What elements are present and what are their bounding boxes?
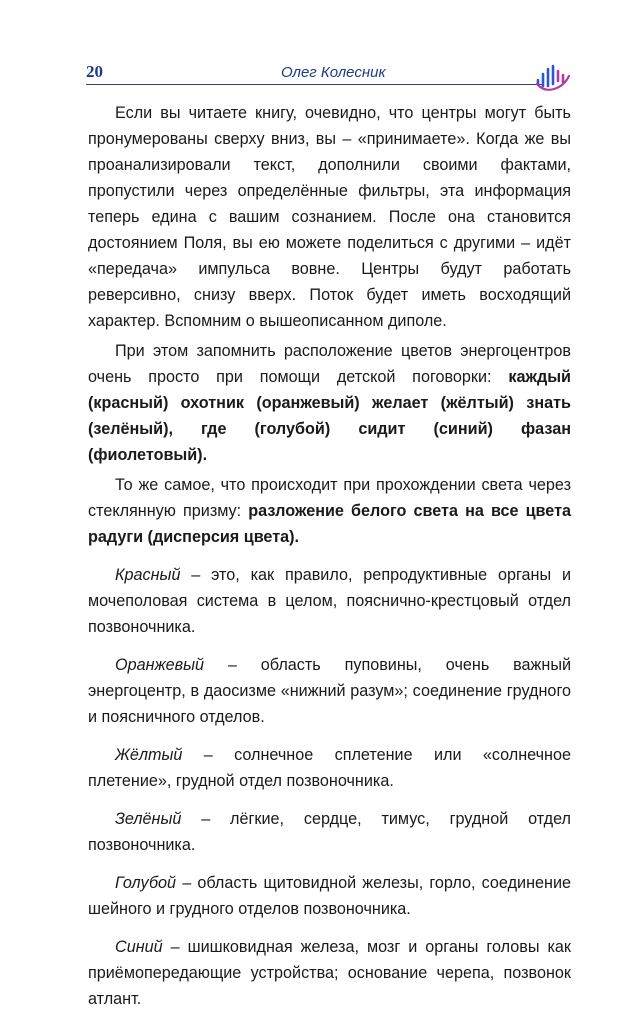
definition-term: Жёлтый bbox=[115, 746, 183, 764]
paragraph-3 bbox=[88, 472, 571, 550]
definition-text: – лёгкие, сердце, тимус, грудной отдел позвоночника. bbox=[88, 810, 571, 854]
definition-blue bbox=[88, 934, 571, 1012]
definition-green bbox=[88, 806, 571, 858]
definition-term: Оранжевый bbox=[115, 656, 205, 674]
hand-wave-logo-icon bbox=[534, 62, 574, 92]
paragraph-2-intro: При этом запомнить расположение цветов энергоцентров очень просто при помощи детской поговорки: bbox=[88, 342, 571, 386]
page-number: 20 bbox=[86, 62, 103, 81]
definition-term: Красный bbox=[115, 566, 181, 584]
definition-red bbox=[88, 562, 571, 640]
paragraph-2 bbox=[88, 338, 571, 468]
running-head-author: Олег Колесник bbox=[281, 64, 386, 81]
definition-orange bbox=[88, 652, 571, 730]
definition-text: – область щитовидной железы, горло, соединение шейного и грудного отделов позвоночника. bbox=[88, 874, 571, 918]
definition-text: – солнечное сплетение или «солнечное плетение», грудной отдел позвоночника. bbox=[88, 746, 571, 790]
header-rule bbox=[86, 84, 542, 85]
definition-text: – шишковидная железа, мозг и органы головы как приёмопередающие устройства; основание черепа, позвонок атлант. bbox=[88, 938, 571, 1008]
definition-text: – область пуповины, очень важный энергоцентр, в даосизме «нижний разум»; соединение грудного и поясничного отделов. bbox=[88, 656, 571, 726]
definition-term: Голубой bbox=[115, 874, 177, 892]
definition-yellow bbox=[88, 742, 571, 794]
definition-text: – это, как правило, репродуктивные органы и мочеполовая система в целом, пояснично-крестцовый отдел позвоночника. bbox=[88, 566, 571, 636]
paragraph-1: Если вы читаете книгу, очевидно, что центры могут быть пронумерованы сверху вниз, вы – «принимаете». Когда же вы проанализировали текст, дополнили своими фактами, пропустили через определённые фильтры, эта информация теперь едина с вашим сознанием. После она становится достоянием Поля, вы ею можете поделиться с другими – идёт «передача» импульса вовне. Центры будут работать реверсивно, снизу вверх. Поток будет иметь восходящий характер. Вспомним о вышеописанном диполе. bbox=[88, 104, 571, 330]
definition-term: Синий bbox=[115, 938, 163, 956]
definition-light-blue bbox=[88, 870, 571, 922]
definition-term: Зелёный bbox=[115, 810, 182, 828]
paragraph-3-emphasis: разложение белого света на все цвета радуги (дисперсия цвета). bbox=[88, 502, 572, 546]
paragraph-2-mnemonic: каждый (красный) охотник (оранжевый) желает (жёлтый) знать (зелёный), где (голубой) сидит (синий) фазан (фиолетовый). bbox=[88, 368, 571, 464]
page-header bbox=[86, 62, 574, 96]
paragraph-3-intro: То же самое, что происходит при прохождении света через стеклянную призму: bbox=[88, 476, 571, 520]
page-body bbox=[88, 100, 571, 1012]
